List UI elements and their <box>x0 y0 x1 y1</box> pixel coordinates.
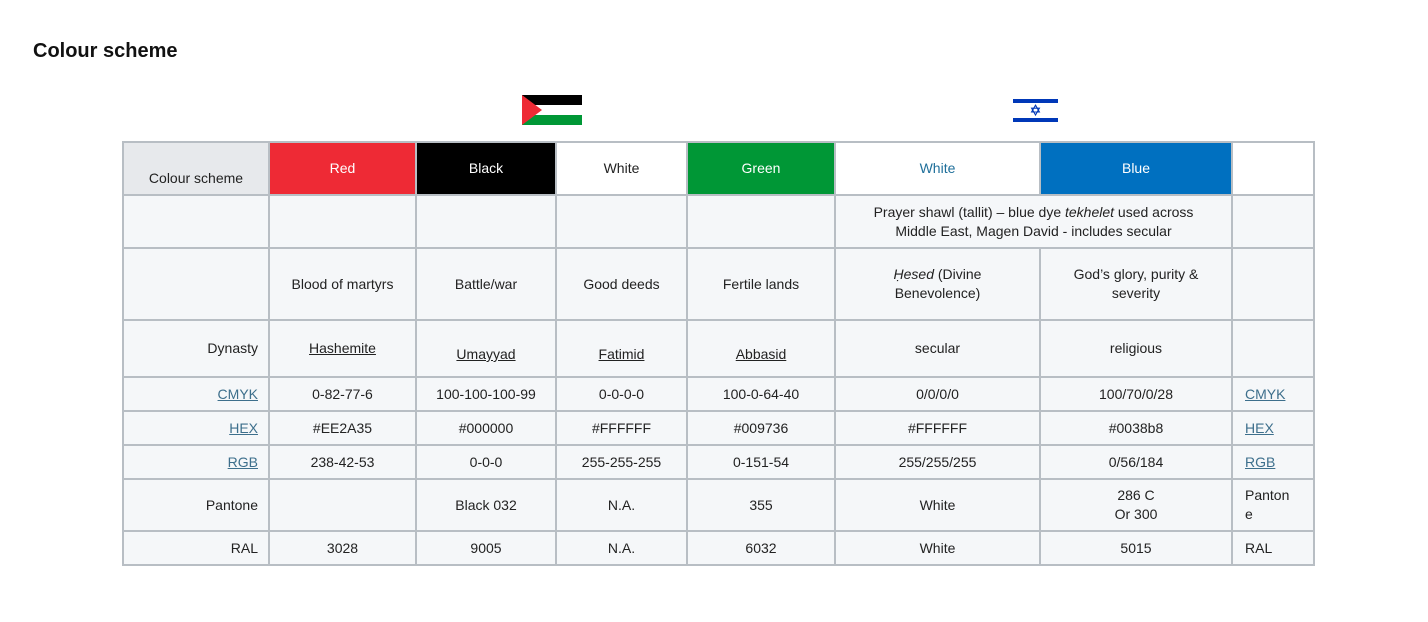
empty-cell <box>123 248 269 320</box>
hex-value: #009736 <box>687 411 835 445</box>
dynasty-fatimid <box>556 320 687 377</box>
header-israel-blue: Blue <box>1040 142 1232 195</box>
empty-cell <box>269 195 416 248</box>
header-green: Green <box>687 142 835 195</box>
dynasty-label: Dynasty <box>123 320 269 377</box>
cmyk-value: 100-0-64-40 <box>687 377 835 411</box>
cmyk-value: 100/70/0/28 <box>1040 377 1232 411</box>
dynasty-secular: secular <box>835 320 1040 377</box>
cmyk-value: 0-82-77-6 <box>269 377 416 411</box>
ral-value: 5015 <box>1040 531 1232 565</box>
blue-meaning-line1: God’s glory, purity & <box>1073 266 1199 282</box>
meaning-red: Blood of martyrs <box>269 248 416 320</box>
hesed-line2: Benevolence) <box>894 285 981 301</box>
colour-scheme-table <box>122 141 1315 566</box>
pantone-value: 355 <box>687 479 835 531</box>
rgb-right-label <box>1232 445 1314 479</box>
pantone-right-label <box>1232 479 1314 531</box>
meaning-black: Battle/war <box>416 248 556 320</box>
cmyk-label <box>123 377 269 411</box>
rgb-row <box>123 445 1314 479</box>
rgb-link-right[interactable]: RGB <box>1245 453 1276 470</box>
ral-value: 9005 <box>416 531 556 565</box>
meaning-row <box>123 248 1314 320</box>
cmyk-value: 100-100-100-99 <box>416 377 556 411</box>
rgb-value: 0-0-0 <box>416 445 556 479</box>
cmyk-link-right[interactable]: CMYK <box>1245 385 1286 402</box>
israel-symbolism-line2: Middle East, Magen David - includes secular <box>895 222 1172 239</box>
israel-flag-icon <box>1013 97 1058 124</box>
cmyk-link[interactable]: CMYK <box>217 385 258 402</box>
cmyk-row <box>123 377 1314 411</box>
dynasty-religious: religious <box>1040 320 1232 377</box>
cmyk-value: 0-0-0-0 <box>556 377 687 411</box>
header-israel-white: White <box>835 142 1040 195</box>
hex-value: #EE2A35 <box>269 411 416 445</box>
dynasty-abbasid <box>687 320 835 377</box>
cmyk-value: 0/0/0/0 <box>835 377 1040 411</box>
hex-link-right[interactable]: HEX <box>1245 419 1274 436</box>
header-empty <box>1232 142 1314 195</box>
pantone-value-blue <box>1040 479 1232 531</box>
meaning-green: Fertile lands <box>687 248 835 320</box>
meaning-israel-white <box>835 248 1040 320</box>
pantone-right-line1: Panton <box>1245 487 1290 503</box>
israel-symbolism-line1b: used across <box>1114 203 1194 220</box>
pantone-value: White <box>835 479 1040 531</box>
page-title: Colour scheme <box>33 40 178 62</box>
dynasty-row <box>123 320 1314 377</box>
cmyk-right-label <box>1232 377 1314 411</box>
pantone-label: Pantone <box>123 479 269 531</box>
hex-value: #0038b8 <box>1040 411 1232 445</box>
pantone-value: N.A. <box>556 479 687 531</box>
empty-cell <box>1232 195 1314 248</box>
pantone-value: Black 032 <box>416 479 556 531</box>
tekhelet-term: tekhelet <box>1065 203 1115 220</box>
dynasty-value: Fatimid <box>598 346 645 362</box>
meaning-israel-blue <box>1040 248 1232 320</box>
dynasty-umayyad <box>416 320 556 377</box>
empty-cell <box>416 195 556 248</box>
dynasty-hashemite <box>269 320 416 377</box>
israel-symbolism-cell <box>835 195 1232 248</box>
palestine-flag-icon <box>522 95 582 125</box>
rgb-value: 255/255/255 <box>835 445 1040 479</box>
meaning-white: Good deeds <box>556 248 687 320</box>
hex-right-label <box>1232 411 1314 445</box>
pantone-value <box>269 479 416 531</box>
hex-value: #FFFFFF <box>835 411 1040 445</box>
hex-label <box>123 411 269 445</box>
dynasty-value: Umayyad <box>456 346 516 362</box>
rgb-link[interactable]: RGB <box>227 453 258 470</box>
empty-cell <box>556 195 687 248</box>
pantone-blue-line2: Or 300 <box>1114 506 1158 522</box>
ral-label: RAL <box>123 531 269 565</box>
rgb-value: 238-42-53 <box>269 445 416 479</box>
israel-symbolism-line1a: Prayer shawl (tallit) – blue dye <box>873 203 1065 220</box>
dynasty-value: Hashemite <box>309 340 376 356</box>
pantone-right-line2: e <box>1245 506 1253 522</box>
pantone-blue-line1: 286 C <box>1117 487 1155 503</box>
hesed-rest: (Divine <box>934 266 982 282</box>
ral-row <box>123 531 1314 565</box>
rgb-label <box>123 445 269 479</box>
ral-value: 6032 <box>687 531 835 565</box>
ral-value: 3028 <box>269 531 416 565</box>
header-white: White <box>556 142 687 195</box>
hex-row <box>123 411 1314 445</box>
header-row <box>123 142 1314 195</box>
blue-meaning-line2: severity <box>1111 285 1161 301</box>
empty-cell <box>687 195 835 248</box>
header-black: Black <box>416 142 556 195</box>
ral-right-label: RAL <box>1232 531 1314 565</box>
rgb-value: 0/56/184 <box>1040 445 1232 479</box>
empty-cell <box>1232 248 1314 320</box>
hex-link[interactable]: HEX <box>229 419 258 436</box>
hex-value: #FFFFFF <box>556 411 687 445</box>
symbolism-row <box>123 195 1314 248</box>
ral-value: White <box>835 531 1040 565</box>
empty-cell <box>123 195 269 248</box>
rgb-value: 0-151-54 <box>687 445 835 479</box>
hesed-term: Ḥesed <box>893 266 934 282</box>
pantone-row <box>123 479 1314 531</box>
corner-label: Colour scheme <box>123 142 269 195</box>
ral-value: N.A. <box>556 531 687 565</box>
header-red: Red <box>269 142 416 195</box>
empty-cell <box>1232 320 1314 377</box>
hex-value: #000000 <box>416 411 556 445</box>
dynasty-value: Abbasid <box>735 346 787 362</box>
rgb-value: 255-255-255 <box>556 445 687 479</box>
